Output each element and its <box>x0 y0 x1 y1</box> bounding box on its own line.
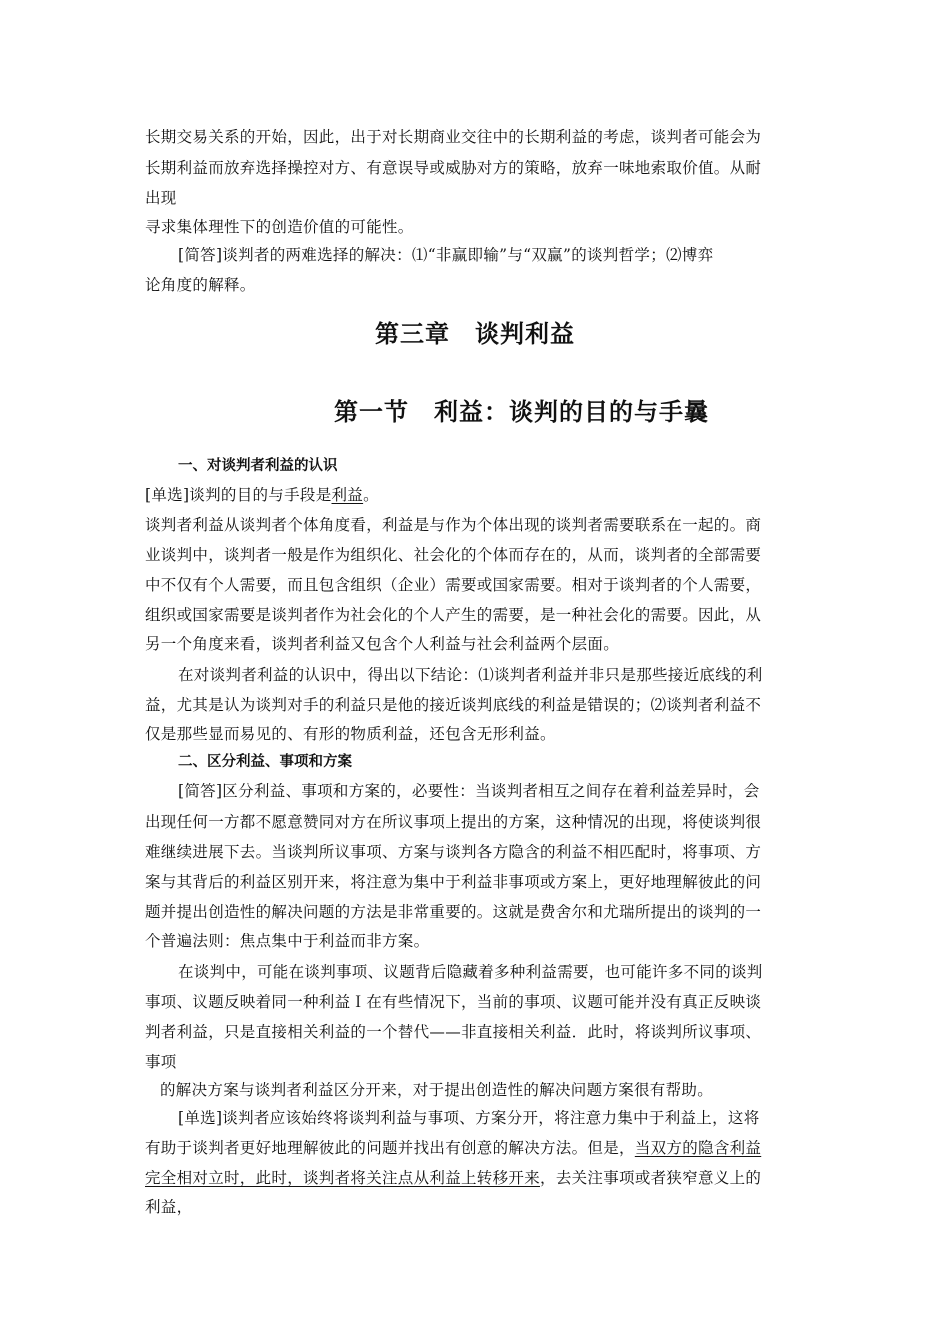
part1-p1-line: 谈判者利益从谈判者个体角度看，利益是与作为个体出现的谈判者需要联系在一起的。商 <box>145 516 762 534</box>
part1-question <box>145 485 379 505</box>
part1-p2-line: 在对谈判者利益的认识中，得出以下结论：⑴谈判者利益并非只是那些接近底线的利 <box>178 666 763 684</box>
question-suffix: 。 <box>363 486 379 504</box>
part2-p3-line-3 <box>145 1168 761 1188</box>
part1-p1-line: 组织或国家需要是谈判者作为社会化的个人产生的需要，是一种社会化的需要。因此，从 <box>145 606 762 624</box>
part2-p3-line-1: [单选]谈判者应该始终将谈判利益与事项、方案分开，将注意力集中于利益上，这将 <box>178 1109 760 1127</box>
part2-p2-line: 事项、议题反映着同一种利益Ｉ在有些情况下，当前的事项、议题可能并没有真正反映谈 <box>145 993 762 1011</box>
intro-line-1: 长期交易关系的开始，因此，出于对长期商业交往中的长期利益的考虑，谈判者可能会为 <box>145 128 762 146</box>
part2-p1-line: 题并提出创造性的解决问题的方法是非常重要的。这就是费舍尔和尤瑞所提出的谈判的一 <box>145 903 762 921</box>
p3-line3-text: ，去关注事项或者狭窄意义上的 <box>540 1169 762 1187</box>
p3-line2-underlined: 当双方的隐含利益 <box>634 1139 762 1157</box>
part2-p2-line: 事项 <box>145 1053 177 1071</box>
chapter-title: 第三章 谈判利益 <box>375 320 575 348</box>
part2-p2-line: 判者利益，只是直接相关利益的一个替代——非直接相关利益．此时，将谈判所议事项、 <box>145 1023 762 1041</box>
part2-p1-line: 个普遍法则：焦点集中于利益而非方案。 <box>145 932 430 950</box>
intro-line-2: 长期利益而放弃选择操控对方、有意误导或威胁对方的策略，放弃一味地索取价值。从耐 <box>145 159 762 177</box>
part2-p1-line: 案与其背后的利益区别开来，将注意为集中于利益非事项或方案上，更好地理解彼此的问 <box>145 873 762 891</box>
intro-line-4: 寻求集体理性下的创造价值的可能性。 <box>145 218 414 236</box>
part2-p3-line-2 <box>145 1138 761 1158</box>
part2-p3-line-4: 利益， <box>145 1198 193 1216</box>
p3-line3-underlined: 完全相对立时，此时，谈判者将关注点从利益上转移开来 <box>145 1169 541 1187</box>
part2-heading: 二、区分利益、事项和方案 <box>178 754 352 770</box>
part2-p2-line: 在谈判中，可能在谈判事项、议题背后隐藏着多种利益需要，也可能许多不同的谈判 <box>178 963 763 981</box>
question-answer: 利益 <box>331 486 364 504</box>
question-prefix: [单选]谈判的目的与手段是 <box>145 486 332 504</box>
intro-line-6: 论角度的解释。 <box>145 276 256 294</box>
part2-p1-line: 难继续进展下去。当谈判所议事项、方案与谈判各方隐含的利益不相匹配时，将事项、方 <box>145 843 762 861</box>
part1-p1-line: 另一个角度来看，谈判者利益又包含个人利益与社会利益两个层面。 <box>145 635 620 653</box>
part2-p2-line: 的解决方案与谈判者利益区分开来，对于提出创造性的解决问题方案很有帮助。 <box>160 1081 714 1099</box>
part1-p2-line: 仅是那些显而易见的、有形的物质利益，还包含无形利益。 <box>145 725 556 743</box>
section-title: 第一节 利益：谈判的目的与手曩 <box>334 398 709 426</box>
part2-p1-line: [简答]区分利益、事项和方案的，必要性：当谈判者相互之间存在着利益差异时，会 <box>178 782 760 800</box>
intro-line-3: 出现 <box>145 189 177 207</box>
part1-p1-line: 业谈判中，谈判者一般是作为组织化、社会化的个体而存在的，从而，谈判者的全部需要 <box>145 546 762 564</box>
part1-heading: 一、对谈判者利益的认识 <box>178 458 338 474</box>
part1-p2-line: 益，尤其是认为谈判对手的利益只是他的接近谈判底线的利益是错误的；⑵谈判者利益不 <box>145 696 762 714</box>
part2-p1-line: 出现任何一方都不愿意赞同对方在所议事项上提出的方案，这种情况的出现，将使谈判很 <box>145 813 762 831</box>
intro-line-5: [简答]谈判者的两难选择的解决：⑴“非赢即输”与“双赢”的谈判哲学；⑵博弈 <box>178 246 714 264</box>
part1-p1-line: 中不仅有个人需要，而且包含组织（企业）需要或国家需要。相对于谈判者的个人需要， <box>145 576 762 594</box>
p3-line2-text: 有助于谈判者更好地理解彼此的问题并找出有创意的解决方法。但是， <box>145 1139 635 1157</box>
